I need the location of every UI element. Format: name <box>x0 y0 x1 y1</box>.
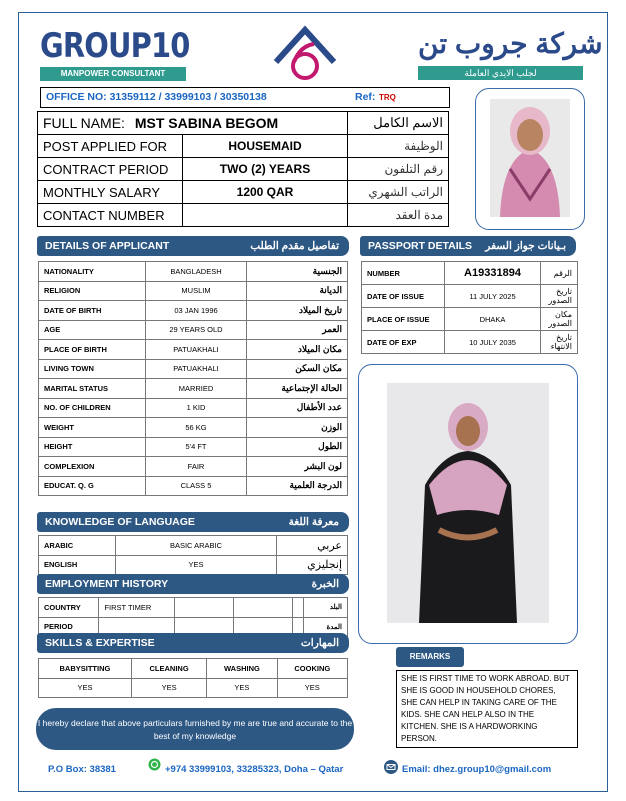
personal-summary-table <box>37 111 449 227</box>
applicant-value: BANGLADESH <box>146 262 247 282</box>
applicant-label: HEIGHT <box>39 437 146 457</box>
remarks-text: SHE IS FIRST TIME TO WORK ABROAD. BUT SHE IS GOOD IN HOUSEHOLD CHORES, SHE CAN HELP IN TAKING CARE OF THE KIDS. SHE CAN HELP ALSO IN THE KITCHEN. SHE IS A HARDWORKING PERSON. <box>396 670 578 748</box>
applicant-value: CLASS 5 <box>146 476 247 496</box>
full-name-cell <box>38 112 348 135</box>
whatsapp-icon <box>148 758 161 771</box>
full-body-illustration <box>359 365 577 643</box>
skill-label: COOKING <box>277 659 347 679</box>
arabic-logo: شركة جروب تن <box>418 28 603 59</box>
language-row <box>39 536 348 556</box>
full-name-row <box>38 112 449 135</box>
full-name-ar: الاسم الكامل <box>348 112 449 135</box>
applicant-title-ar: تفاصيل مقدم الطلب <box>250 240 339 252</box>
applicant-ar: مكان الميلاد <box>247 340 348 360</box>
applicant-title: DETAILS OF APPLICANT <box>45 240 170 252</box>
applicant-ar: الوزن <box>247 418 348 438</box>
skill-value: YES <box>39 678 132 698</box>
applicant-value: PATUAKHALI <box>146 359 247 379</box>
skills-value-row <box>39 678 348 698</box>
language-row <box>39 555 348 575</box>
applicant-ar: العمر <box>247 320 348 340</box>
top-row <box>38 204 449 227</box>
applicant-row <box>39 418 348 438</box>
language-value: BASIC ARABIC <box>116 536 277 556</box>
full-name-value: MST SABINA BEGOM <box>134 115 279 131</box>
language-value: YES <box>116 555 277 575</box>
applicant-ar: الحالة الإجتماعية <box>247 379 348 399</box>
office-numbers: OFFICE NO: 31359112 / 33999103 / 30350138 <box>46 91 267 103</box>
passport-value: A19331894 <box>445 262 541 285</box>
skill-label: WASHING <box>207 659 277 679</box>
top-row-label: POST APPLIED FOR <box>38 135 183 158</box>
declaration-banner: I hereby declare that above particulars furnished by me are true and accurate to the best of my knowledge <box>36 708 354 750</box>
po-box: P.O Box: 38381 <box>48 764 116 775</box>
applicant-ar: الديانة <box>247 281 348 301</box>
applicant-value: 1 KID <box>146 398 247 418</box>
applicant-row <box>39 301 348 321</box>
applicant-value: FAIR <box>146 457 247 477</box>
office-bar <box>40 87 450 108</box>
language-label: ARABIC <box>39 536 116 556</box>
passport-row <box>362 308 578 331</box>
top-row <box>38 158 449 181</box>
applicant-row <box>39 359 348 379</box>
top-row-value: TWO (2) YEARS <box>183 158 348 181</box>
full-name-label: FULL NAME: <box>43 115 125 131</box>
country-cell-3 <box>233 598 292 618</box>
applicant-label: WEIGHT <box>39 418 146 438</box>
period-ar: المدة <box>303 617 347 637</box>
applicant-section-header <box>37 236 349 256</box>
skills-title: SKILLS & EXPERTISE <box>45 637 155 649</box>
employment-table <box>38 597 348 637</box>
employment-title-ar: الخبرة <box>311 578 339 590</box>
ref-value: TRQ <box>379 93 396 102</box>
language-label: ENGLISH <box>39 555 116 575</box>
applicant-row <box>39 262 348 282</box>
group10-logo: GROUP10 <box>40 26 190 66</box>
remarks-title: REMARKS <box>396 647 464 667</box>
top-row-ar: مدة العقد <box>348 204 449 227</box>
passport-table <box>361 261 578 354</box>
portrait-illustration <box>476 89 584 229</box>
applicant-ar: لون البشر <box>247 457 348 477</box>
passport-label: NUMBER <box>362 262 445 285</box>
applicant-label: AGE <box>39 320 146 340</box>
top-row-ar: رقم التلفون <box>348 158 449 181</box>
top-row-value <box>183 204 348 227</box>
applicant-row <box>39 281 348 301</box>
logo-subtitle: MANPOWER CONSULTANT <box>40 67 186 81</box>
language-ar: إنجليزي <box>277 555 348 575</box>
employment-title: EMPLOYMENT HISTORY <box>45 578 169 590</box>
language-table <box>38 535 348 575</box>
footer-phone: +974 33999103, 33285323, Doha – Qatar <box>165 764 344 775</box>
applicant-value: MUSLIM <box>146 281 247 301</box>
language-title-ar: معرفة اللغة <box>288 516 339 528</box>
top-row <box>38 181 449 204</box>
passport-ar: الرقم <box>541 262 578 285</box>
applicant-ar: عدد الأطفال <box>247 398 348 418</box>
country-label: COUNTRY <box>39 598 99 618</box>
arabic-logo-subtitle: لجلب الايدي العاملة <box>418 66 583 80</box>
applicant-label: COMPLEXION <box>39 457 146 477</box>
applicant-value: 29 YEARS OLD <box>146 320 247 340</box>
skill-value: YES <box>207 678 277 698</box>
top-row <box>38 135 449 158</box>
passport-ar: مكان الصدور <box>541 308 578 331</box>
passport-row <box>362 262 578 285</box>
passport-row <box>362 331 578 354</box>
footer-email: Email: dhez.group10@gmail.com <box>402 764 552 775</box>
passport-title: PASSPORT DETAILS <box>368 240 473 252</box>
passport-value: DHAKA <box>445 308 541 331</box>
applicant-row <box>39 398 348 418</box>
skills-table <box>38 658 348 698</box>
applicant-label: PLACE OF BIRTH <box>39 340 146 360</box>
applicant-table <box>38 261 348 496</box>
applicant-row <box>39 320 348 340</box>
top-row-label: CONTRACT PERIOD <box>38 158 183 181</box>
passport-value: 10 JULY 2035 <box>445 331 541 354</box>
employment-row <box>39 598 348 618</box>
passport-section-header <box>360 236 576 256</box>
passport-ar: تاريخ الصدور <box>541 285 578 308</box>
language-section-header <box>37 512 349 532</box>
language-title: KNOWLEDGE OF LANGUAGE <box>45 516 195 528</box>
skill-value: YES <box>131 678 206 698</box>
passport-row <box>362 285 578 308</box>
applicant-value: 56 KG <box>146 418 247 438</box>
skill-label: BABYSITTING <box>39 659 132 679</box>
passport-label: PLACE OF ISSUE <box>362 308 445 331</box>
applicant-row <box>39 340 348 360</box>
ref-label: Ref: <box>355 91 376 103</box>
skills-title-ar: المهارات <box>300 637 339 649</box>
full-body-photo <box>358 364 578 644</box>
applicant-label: MARITAL STATUS <box>39 379 146 399</box>
skill-label: CLEANING <box>131 659 206 679</box>
applicant-ar: الطول <box>247 437 348 457</box>
applicant-value: MARRIED <box>146 379 247 399</box>
applicant-ar: الجنسية <box>247 262 348 282</box>
applicant-label: NO. OF CHILDREN <box>39 398 146 418</box>
applicant-ar: الدرجة العلمية <box>247 476 348 496</box>
top-row-label: MONTHLY SALARY <box>38 181 183 204</box>
passport-value: 11 JULY 2025 <box>445 285 541 308</box>
passport-label: DATE OF ISSUE <box>362 285 445 308</box>
country-cell-2 <box>174 598 233 618</box>
portrait-photo <box>475 88 585 230</box>
passport-title-ar: بـيانات جواز السفر <box>485 240 566 252</box>
applicant-label: DATE OF BIRTH <box>39 301 146 321</box>
top-row-value: HOUSEMAID <box>183 135 348 158</box>
applicant-ar: مكان السكن <box>247 359 348 379</box>
skills-section-header <box>37 633 349 653</box>
skill-value: YES <box>277 678 347 698</box>
top-row-ar: الوظيفة <box>348 135 449 158</box>
country-value: FIRST TIMER <box>99 598 174 618</box>
employment-section-header <box>37 574 349 594</box>
house-logo-icon <box>270 22 340 84</box>
applicant-ar: تاريخ الميلاد <box>247 301 348 321</box>
top-row-ar: الراتب الشهري <box>348 181 449 204</box>
passport-label: DATE OF EXP <box>362 331 445 354</box>
applicant-label: RELIGION <box>39 281 146 301</box>
applicant-value: 03 JAN 1996 <box>146 301 247 321</box>
period-label: PERIOD <box>39 617 99 637</box>
top-row-label: CONTACT NUMBER <box>38 204 183 227</box>
applicant-label: EDUCAT. Q. G <box>39 476 146 496</box>
language-ar: عربي <box>277 536 348 556</box>
applicant-row <box>39 379 348 399</box>
applicant-row <box>39 437 348 457</box>
applicant-row <box>39 457 348 477</box>
applicant-label: LIVING TOWN <box>39 359 146 379</box>
applicant-row <box>39 476 348 496</box>
passport-ar: تاريخ الانتهاء <box>541 331 578 354</box>
country-ar: البلد <box>303 598 347 618</box>
top-row-value: 1200 QAR <box>183 181 348 204</box>
applicant-value: PATUAKHALI <box>146 340 247 360</box>
applicant-value: 5'4 FT <box>146 437 247 457</box>
applicant-label: NATIONALITY <box>39 262 146 282</box>
skills-header-row <box>39 659 348 679</box>
country-cell-4 <box>292 598 303 618</box>
email-icon <box>383 760 399 774</box>
